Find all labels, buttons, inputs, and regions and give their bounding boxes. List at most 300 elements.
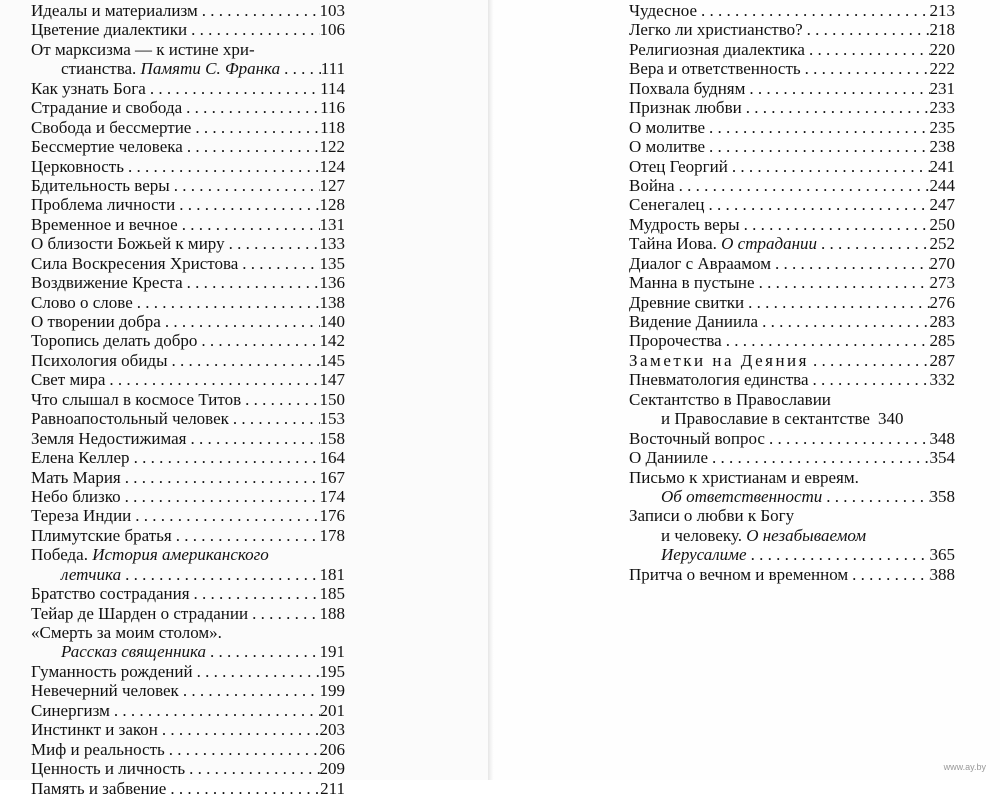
toc-entry-title <box>31 390 241 409</box>
toc-entry <box>629 370 955 389</box>
toc-entry-title-text: Религиозная диалектика <box>629 39 805 59</box>
page-number: 181 <box>319 564 345 584</box>
toc-entry-title-text: Торопись делать добро <box>31 331 198 351</box>
toc-entry <box>629 487 955 506</box>
toc-entry-title <box>31 293 133 312</box>
page-number: 388 <box>929 564 955 584</box>
dot-leader <box>747 545 930 564</box>
dot-leader <box>187 20 319 39</box>
toc-entry-subtitle: Об ответственности <box>661 486 823 506</box>
toc-entry-title-text: Бессмертие человека <box>31 137 183 157</box>
page-number: 136 <box>319 273 345 293</box>
toc-entry-title <box>31 681 179 700</box>
dot-leader <box>121 468 320 487</box>
page-number: 220 <box>929 39 955 59</box>
page-number: 191 <box>319 642 345 662</box>
page-number: 201 <box>319 700 345 720</box>
dot-leader <box>803 20 930 39</box>
page-number: 241 <box>929 156 955 176</box>
page-number: 176 <box>319 506 345 526</box>
toc-entry-title <box>31 545 269 564</box>
dot-leader <box>193 662 320 681</box>
toc-entry-title <box>629 98 742 117</box>
toc-entry-title <box>31 79 146 98</box>
toc-entry-title-text: Память и забвение <box>31 778 167 798</box>
toc-entry <box>31 642 345 661</box>
dot-leader <box>172 526 320 545</box>
page-number: 199 <box>319 681 345 701</box>
dot-leader <box>817 234 929 253</box>
dot-leader <box>705 195 930 214</box>
toc-entry <box>31 468 345 487</box>
toc-entry-title-text: Братство сострадания <box>31 584 190 604</box>
toc-entry <box>629 1 955 20</box>
toc-entry-title <box>629 40 805 59</box>
toc-entry-title <box>61 565 121 584</box>
dot-leader <box>728 157 930 176</box>
toc-entry <box>31 545 345 564</box>
page-number: 206 <box>319 739 345 759</box>
dot-leader <box>124 157 320 176</box>
page-number: 131 <box>319 214 345 234</box>
toc-entry <box>31 98 345 117</box>
toc-entry-title <box>61 642 206 661</box>
toc-entry <box>31 759 345 778</box>
toc-left-column <box>31 1 345 798</box>
toc-entry-title-text: О Данииле <box>629 448 708 468</box>
toc-entry-title <box>31 331 197 350</box>
toc-entry-title <box>31 312 161 331</box>
toc-entry <box>31 312 345 331</box>
toc-entry-title-text: Плимутские братья <box>31 525 172 545</box>
page-number: 164 <box>319 448 345 468</box>
dot-leader <box>130 448 320 467</box>
toc-entry-subtitle: летчика <box>61 564 122 584</box>
toc-entry <box>629 59 955 78</box>
toc-entry-title <box>629 215 740 234</box>
toc-entry-title <box>31 526 172 545</box>
page-number: 122 <box>319 137 345 157</box>
toc-entry-title <box>629 118 705 137</box>
toc-entry-title-text: Притча о вечном и временном <box>629 564 849 584</box>
dot-leader <box>191 118 320 137</box>
toc-entry-title <box>661 409 870 428</box>
toc-entry <box>31 429 345 448</box>
toc-entry-title <box>31 779 166 798</box>
toc-entry <box>31 409 345 428</box>
toc-entry-title-text: Как узнать Бога <box>31 78 146 98</box>
toc-entry-title-text: Слово о слове <box>31 292 133 312</box>
toc-entry <box>629 20 955 39</box>
toc-entry-title-text: Церковность <box>31 156 124 176</box>
dot-leader <box>805 40 930 59</box>
toc-entry <box>31 234 345 253</box>
toc-entry-subtitle: История американского <box>92 545 269 565</box>
toc-entry <box>629 448 955 467</box>
toc-entry-title-text: Небо близко <box>31 486 121 506</box>
toc-entry-title-text: Мать Мария <box>31 467 121 487</box>
dot-leader <box>170 176 320 195</box>
dot-leader <box>822 487 929 506</box>
toc-entry <box>629 351 955 370</box>
toc-entry <box>31 1 345 20</box>
page-number: 116 <box>320 98 345 118</box>
toc-entry-title-text: Временное и вечное <box>31 214 178 234</box>
toc-entry-title <box>31 448 130 467</box>
toc-entry-title <box>629 20 803 39</box>
page-number: 250 <box>929 214 955 234</box>
dot-leader <box>229 409 320 428</box>
toc-entry-title <box>31 98 182 117</box>
toc-entry-title <box>31 720 158 739</box>
toc-entry-title <box>31 20 187 39</box>
toc-entry-title-text: Признак любви <box>629 98 742 118</box>
toc-entry-title-text: Гуманность рождений <box>31 661 193 681</box>
toc-entry <box>629 312 955 331</box>
page-number: 238 <box>929 137 955 157</box>
dot-leader <box>848 565 929 584</box>
toc-entry-title-text: Свет мира <box>31 370 106 390</box>
toc-entry-title-text: Тайна Иова. <box>629 234 722 254</box>
toc-entry <box>31 137 345 156</box>
toc-entry-title <box>31 623 222 642</box>
dot-leader <box>206 642 319 661</box>
toc-entry-title-text: Видение Даниила <box>629 312 759 331</box>
dot-leader <box>225 234 320 253</box>
toc-entry-title <box>629 1 697 20</box>
page-number: 340 <box>877 409 904 429</box>
toc-entry-title <box>629 506 794 525</box>
toc-entry-title-text: Война <box>629 175 675 195</box>
toc-entry <box>31 487 345 506</box>
toc-entry <box>31 20 345 39</box>
dot-leader <box>705 137 929 156</box>
toc-entry-title-text: Древние свитки <box>629 292 745 312</box>
page-number: 235 <box>929 117 955 137</box>
toc-entry-title <box>629 468 859 487</box>
toc-entry-title <box>661 545 747 564</box>
dot-leader <box>146 79 320 98</box>
page-number: 222 <box>929 59 955 79</box>
dot-leader <box>801 59 930 78</box>
toc-entry <box>31 293 345 312</box>
toc-entry-title-text: Мудрость веры <box>629 214 740 234</box>
page-number: 287 <box>929 350 955 370</box>
toc-entry-title-text: Земля Недостижимая <box>31 428 187 448</box>
toc-entry-title <box>31 370 105 389</box>
page-number: 185 <box>319 584 345 604</box>
toc-entry-title-text: О творении добра <box>31 312 161 331</box>
toc-entry-title <box>31 409 229 428</box>
toc-entry-title <box>61 59 280 78</box>
toc-entry-title-text: и Православие в сектантстве <box>661 409 870 429</box>
page-number: 124 <box>319 156 345 176</box>
toc-entry-title-text: Синергизм <box>31 700 110 720</box>
dot-leader <box>198 1 320 20</box>
page-number: 203 <box>319 720 345 740</box>
toc-entry-subtitle: Иерусалиме <box>661 545 747 565</box>
dot-leader <box>740 215 930 234</box>
page-number: 114 <box>320 78 345 98</box>
dot-leader <box>708 448 930 467</box>
dot-leader <box>238 254 319 273</box>
toc-entry-title <box>31 273 183 292</box>
toc-entry-title <box>31 254 238 273</box>
page-number: 348 <box>929 428 955 448</box>
page-number: 270 <box>929 253 955 273</box>
page-number: 145 <box>319 350 345 370</box>
toc-entry-title-text: Идеалы и материализм <box>31 1 198 20</box>
toc-entry-title <box>629 390 831 409</box>
dot-leader <box>722 331 930 350</box>
dot-leader <box>168 351 320 370</box>
toc-entry-title <box>629 331 722 350</box>
toc-entry <box>31 565 345 584</box>
page-number: 150 <box>319 389 345 409</box>
toc-entry-title-text: Восточный вопрос <box>629 428 765 448</box>
toc-entry <box>31 526 345 545</box>
toc-entry-title <box>31 429 186 448</box>
toc-entry <box>629 390 955 409</box>
toc-entry <box>629 273 955 292</box>
toc-entry-title-text: Елена Келлер <box>31 448 130 468</box>
toc-entry <box>31 40 345 59</box>
page-number: 103 <box>319 1 345 20</box>
toc-entry <box>31 215 345 234</box>
toc-entry-title <box>31 176 170 195</box>
toc-entry-title <box>31 662 193 681</box>
toc-entry-title <box>661 487 822 506</box>
dot-leader <box>186 429 319 448</box>
toc-entry-title-text: Сила Воскресения Христова <box>31 253 239 273</box>
toc-entry-title <box>629 79 745 98</box>
toc-entry <box>629 254 955 273</box>
toc-entry-title-text: Равноапостольный человек <box>31 409 229 429</box>
toc-entry-title-text: Проблема личности <box>31 195 176 215</box>
dot-leader <box>121 487 320 506</box>
dot-leader <box>131 506 319 525</box>
toc-entry-title-text: Манна в пустыне <box>629 273 755 293</box>
toc-entry <box>31 662 345 681</box>
toc-entry <box>31 701 345 720</box>
toc-entry-title-text: Ценность и личность <box>31 759 186 779</box>
toc-entry-title-text: Письмо к христианам и евреям. <box>629 467 859 487</box>
toc-entry-title <box>629 137 705 156</box>
toc-entry-title <box>31 234 225 253</box>
toc-entry <box>629 293 955 312</box>
page-number: 178 <box>319 525 345 545</box>
page-number: 158 <box>319 428 345 448</box>
toc-entry-title <box>31 604 248 623</box>
toc-entry <box>31 623 345 642</box>
page-number: 111 <box>320 59 345 79</box>
toc-entry-title <box>31 1 198 20</box>
dot-leader <box>121 565 319 584</box>
toc-entry-title-text: Отец Георгий <box>629 156 728 176</box>
dot-leader <box>705 118 929 137</box>
dot-leader <box>765 429 930 448</box>
toc-entry-title-text: Заметки на Деяния <box>629 350 809 370</box>
toc-entry <box>629 98 955 117</box>
toc-entry-title-text: Что слышал в космосе Титов <box>31 389 242 409</box>
toc-entry-title <box>31 215 178 234</box>
toc-entry <box>629 157 955 176</box>
dot-leader <box>248 604 319 623</box>
toc-entry <box>31 118 345 137</box>
page-number: 365 <box>929 545 955 565</box>
toc-entry-title <box>31 506 131 525</box>
page-number: 142 <box>319 331 345 351</box>
page-number: 332 <box>929 370 955 390</box>
toc-entry-title <box>629 195 705 214</box>
toc-entry-title <box>629 370 809 389</box>
toc-entry <box>629 79 955 98</box>
toc-entry-title <box>629 565 848 584</box>
toc-entry <box>629 409 955 428</box>
page-number: 106 <box>319 20 345 40</box>
toc-entry-title <box>629 351 809 370</box>
toc-entry-title <box>31 351 168 370</box>
toc-entry-title-text: Инстинкт и закон <box>31 720 158 740</box>
toc-entry-title-text: стианства. <box>61 59 141 79</box>
dot-leader <box>742 98 930 117</box>
dot-leader <box>744 293 929 312</box>
page-number: 276 <box>929 292 955 312</box>
toc-entry-title-text: От марксизма — к истине хри- <box>31 39 255 59</box>
toc-entry-title <box>629 312 758 331</box>
toc-entry <box>629 176 955 195</box>
toc-entry-subtitle: Памяти С. Франка <box>140 59 281 79</box>
toc-entry-title <box>31 40 255 59</box>
toc-entry-title-text: Бдительность веры <box>31 175 170 195</box>
toc-entry-title-text: Цветение диалектики <box>31 20 188 40</box>
toc-entry-title <box>31 118 191 137</box>
toc-entry-title-text: Сенегалец <box>629 195 705 215</box>
toc-entry <box>31 351 345 370</box>
toc-entry-title-text: Пророчества <box>629 331 722 351</box>
toc-entry <box>31 195 345 214</box>
page-number: 195 <box>319 661 345 681</box>
toc-entry <box>629 234 955 253</box>
dot-leader <box>179 681 320 700</box>
page-number: 135 <box>319 253 345 273</box>
page-number: 233 <box>929 98 955 118</box>
toc-entry <box>31 779 345 798</box>
page-number: 174 <box>319 486 345 506</box>
toc-entry-title <box>31 584 190 603</box>
dot-leader <box>190 584 320 603</box>
toc-entry <box>31 604 345 623</box>
toc-entry-title-text: Похвала будням <box>629 78 746 98</box>
toc-entry-subtitle: Рассказ священника <box>61 642 207 662</box>
toc-entry <box>629 468 955 487</box>
dot-leader <box>241 390 319 409</box>
toc-entry-title-text: О близости Божьей к миру <box>31 234 225 254</box>
toc-entry-title <box>31 740 165 759</box>
toc-entry-title-text: Сектантство в Православии <box>629 389 831 409</box>
toc-entry <box>31 584 345 603</box>
toc-entry <box>31 59 345 78</box>
toc-entry <box>31 390 345 409</box>
toc-entry-title-text: Тереза Индии <box>31 506 132 526</box>
dot-leader <box>771 254 930 273</box>
toc-entry-title-text: Записи о любви к Богу <box>629 506 795 526</box>
page-number: 283 <box>929 312 955 331</box>
toc-entry-title <box>629 254 771 273</box>
page-number: 128 <box>319 195 345 215</box>
toc-right-column <box>629 1 955 584</box>
toc-entry-subtitle: О страдании <box>721 234 818 254</box>
dot-leader <box>197 331 319 350</box>
toc-entry-title <box>629 157 728 176</box>
page-number: 244 <box>929 175 955 195</box>
page-number: 140 <box>319 312 345 331</box>
toc-entry <box>31 273 345 292</box>
dot-leader <box>175 195 319 214</box>
toc-entry-title-text: Диалог с Авраамом <box>629 253 771 273</box>
watermark: www.ay.by <box>943 762 986 772</box>
toc-entry-title-text: Чудесное <box>629 1 697 20</box>
toc-entry-title <box>31 157 124 176</box>
toc-entry <box>31 157 345 176</box>
toc-entry <box>629 215 955 234</box>
dot-leader <box>182 98 320 117</box>
toc-entry-title <box>31 137 183 156</box>
page-number: 273 <box>929 273 955 293</box>
toc-entry-title-text: Психология обиды <box>31 350 168 370</box>
page-number: 211 <box>320 778 345 798</box>
toc-entry-title-text: Страдание и свобода <box>31 98 183 118</box>
page-number: 354 <box>929 448 955 468</box>
dot-leader <box>280 59 321 78</box>
dot-leader <box>178 215 320 234</box>
book-gutter <box>488 0 494 780</box>
page-number: 252 <box>929 234 955 254</box>
page-number: 209 <box>319 759 345 779</box>
page-number: 188 <box>319 603 345 623</box>
toc-entry <box>629 195 955 214</box>
toc-entry-title-text: Миф и реальность <box>31 739 165 759</box>
toc-entry-title <box>629 429 765 448</box>
dot-leader <box>697 1 930 20</box>
toc-entry-title-text: Тейар де Шарден о страдании <box>31 603 249 623</box>
dot-leader <box>758 312 929 331</box>
toc-entry <box>31 506 345 525</box>
toc-entry <box>31 331 345 350</box>
page-number: 358 <box>929 486 955 506</box>
page-number: 118 <box>320 117 345 137</box>
dot-leader <box>183 137 320 156</box>
page-number: 153 <box>319 409 345 429</box>
dot-leader <box>133 293 320 312</box>
toc-entry-title-text: Невечерний человек <box>31 681 179 701</box>
toc-entry <box>31 370 345 389</box>
toc-entry-title <box>629 448 708 467</box>
toc-entry <box>31 740 345 759</box>
toc-entry-title-text: Воздвижение Креста <box>31 273 183 293</box>
dot-leader <box>110 701 320 720</box>
page-number: 167 <box>319 467 345 487</box>
toc-entry-subtitle: О незабываемом <box>746 525 867 545</box>
toc-entry <box>31 176 345 195</box>
page-number: 147 <box>319 370 345 390</box>
toc-entry-title <box>629 273 755 292</box>
toc-entry <box>629 40 955 59</box>
toc-entry <box>31 79 345 98</box>
page-number: 133 <box>319 234 345 254</box>
dot-leader <box>675 176 930 195</box>
toc-entry-title <box>31 759 185 778</box>
